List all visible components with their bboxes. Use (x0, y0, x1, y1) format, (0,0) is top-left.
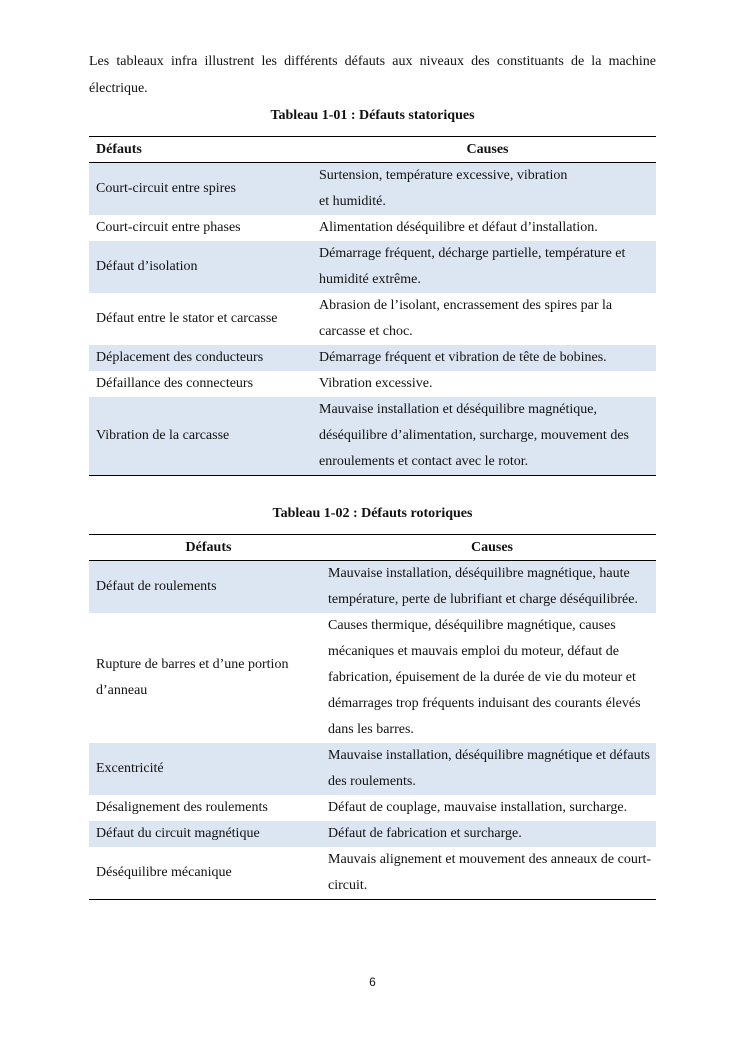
table-2-caption: Tableau 1-02 : Défauts rotoriques (272, 506, 473, 521)
defaut-cell: Court-circuit entre spires (89, 163, 319, 216)
column-header-defauts: Défauts (89, 137, 319, 163)
defaut-cell: Rupture de barres et d’une portion d’anneau (96, 657, 289, 698)
column-header-causes: Causes (319, 137, 656, 163)
defaut-cell: Déséquilibre mécanique (89, 847, 328, 900)
causes-cell: Défaut de couplage, mauvaise installation, surcharge. (328, 800, 628, 815)
defaut-cell: Désalignement des roulements (96, 800, 268, 815)
causes-cell: Abrasion de l’isolant, encrassement des spires par la carcasse et choc. (319, 298, 613, 339)
table-row (89, 397, 656, 476)
table-row (89, 613, 656, 743)
defaut-cell: Excentricité (89, 743, 328, 795)
causes-cell: Causes thermique, déséquilibre magnétique, causes mécaniques et mauvais emploi du moteur, défaut de fabrication, épuisement de la durée de vie du moteur et démarrages trop fréquents induisant des courants élevés dans les barres. (328, 618, 641, 737)
table-row (89, 795, 656, 821)
table-row (89, 561, 656, 614)
defaut-cell: Défaut du circuit magnétique (89, 821, 328, 847)
defaut-cell: Déplacement des conducteurs (89, 345, 319, 371)
defaut-cell: Défaillance des connecteurs (96, 376, 254, 391)
column-header-defauts: Défauts (89, 535, 328, 561)
table-row (89, 743, 656, 795)
document-page (89, 0, 656, 900)
causes-cell: Mauvais alignement et mouvement des anneaux de court-circuit. (328, 847, 656, 900)
defaut-cell: Défaut d’isolation (89, 241, 319, 293)
table-header-row (89, 137, 656, 163)
causes-cell: Mauvaise installation et déséquilibre magnétique, déséquilibre d’alimentation, surcharge, mouvement des enroulements et contact avec le rotor. (319, 397, 656, 476)
defaut-cell: Vibration de la carcasse (89, 397, 319, 476)
causes-cell: Démarrage fréquent, décharge partielle, température et humidité extrême. (319, 241, 656, 293)
column-header-causes: Causes (328, 535, 656, 561)
causes-cell: Mauvaise installation, déséquilibre magnétique, haute température, perte de lubrifiant et charge déséquilibrée. (328, 561, 656, 614)
table-1-caption: Tableau 1-01 : Défauts statoriques (270, 108, 475, 123)
table-row (89, 821, 656, 847)
table-row (89, 371, 656, 397)
causes-cell: Vibration excessive. (319, 376, 433, 391)
defaut-cell: Court-circuit entre phases (96, 220, 241, 235)
table-row (89, 241, 656, 293)
table-row (89, 345, 656, 371)
rotor-faults-table (89, 534, 656, 900)
causes-cell: Surtension, température excessive, vibration et humidité. (319, 163, 656, 216)
causes-cell: Mauvaise installation, déséquilibre magnétique et défauts des roulements. (328, 743, 656, 795)
stator-faults-table (89, 136, 656, 476)
defaut-cell: Défaut entre le stator et carcasse (96, 311, 278, 326)
page-number: 6 (369, 975, 376, 989)
intro-paragraph: Les tableaux infra illustrent les différents défauts aux niveaux des constituants de la machine électrique. (89, 54, 656, 96)
defaut-cell: Défaut de roulements (89, 561, 328, 614)
table-row (89, 215, 656, 241)
table-row (89, 293, 656, 345)
table-row (89, 163, 656, 216)
causes-cell: Démarrage fréquent et vibration de tête de bobines. (319, 345, 656, 371)
table-row (89, 847, 656, 900)
table-header-row (89, 535, 656, 561)
causes-cell: Défaut de fabrication et surcharge. (328, 821, 656, 847)
causes-cell: Alimentation déséquilibre et défaut d’installation. (319, 220, 598, 235)
